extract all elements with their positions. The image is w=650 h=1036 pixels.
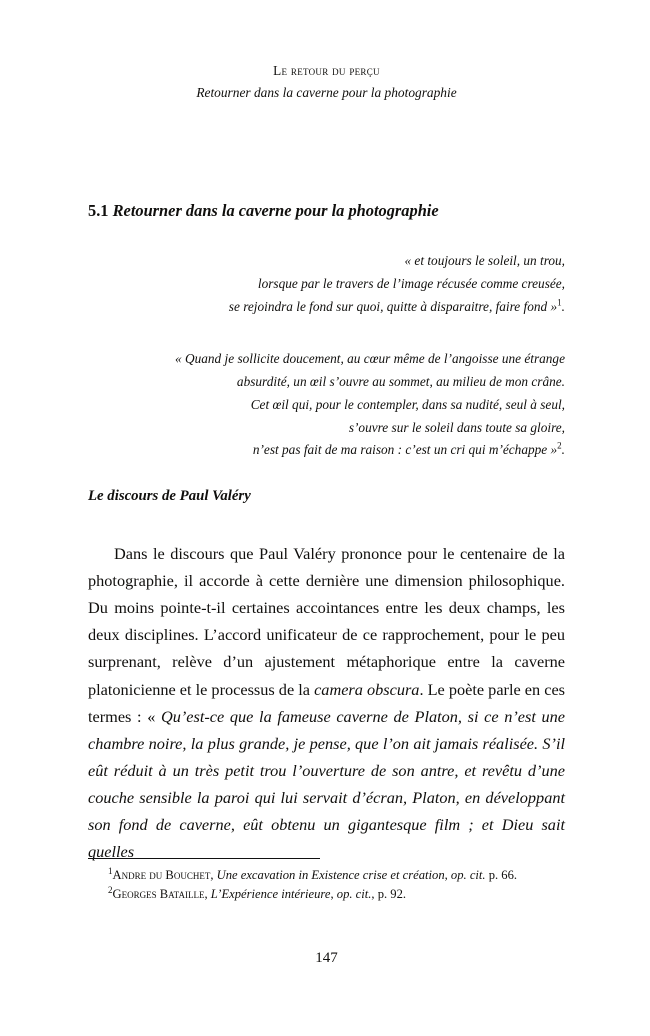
epigraph-1 xyxy=(88,250,565,319)
epigraph-2-line-3: Cet œil qui, pour le contempler, dans sa nudité, seul à seul, xyxy=(250,396,565,412)
footnote-1 xyxy=(88,866,565,885)
footnote-2-title: L’Expérience intérieure xyxy=(210,887,331,902)
footnote-1-sep-1: , xyxy=(210,868,217,882)
epigraph-2-line-5 xyxy=(88,439,565,462)
body-part-1: Dans le discours que Paul Valéry prononce pour le centenaire de la photographie, il accorde à cette dernière une dimension philosophique. Du moins pointe-t-il certaines accointances entre les deux champs, les deux disciplines. L’accord unificateur de ce rapprochement, pour le peu surprenant, relève d’un ajustement métaphorique entre la caverne platonicienne et le processus de la xyxy=(88,544,565,699)
footnote-1-title: Une excavation in Existence crise et création xyxy=(216,868,445,882)
epigraph-2-line-1: « Quand je sollicite doucement, au cœur même de l’angoisse une étrange xyxy=(175,351,565,366)
footnote-1-page: p. 66. xyxy=(485,868,518,882)
epigraph-1-line-3 xyxy=(88,296,565,319)
epigraph-1-line-1: « et toujours le soleil, un trou, xyxy=(404,253,565,268)
epigraph-2-line-4: s’ouvre sur le soleil dans toute sa gloire, xyxy=(348,419,565,435)
subsection-heading: Le discours de Paul Valéry xyxy=(88,488,251,504)
page-number: 147 xyxy=(315,950,338,966)
footnote-ref-1[interactable]: 1 xyxy=(557,297,562,308)
epigraph-1-line-2: lorsque par le travers de l’image récusée comme creusée, xyxy=(257,275,565,291)
footnote-2-page: , p. 92. xyxy=(371,887,407,902)
body-italic-camera-obscura: camera obscura xyxy=(314,679,420,699)
footnote-2-sep-2: , xyxy=(330,887,337,902)
footnote-ref-2[interactable]: 2 xyxy=(557,441,562,452)
footnote-1-sep-2: , xyxy=(444,868,451,882)
epigraph-1-line-3-text: se rejoindra le fond sur quoi, quitte à disparaitre, faire fond » xyxy=(228,298,558,314)
footnote-1-marker: 1 xyxy=(108,865,113,876)
body-paragraph xyxy=(88,540,565,865)
footnote-2-author: Georges Bataille xyxy=(112,887,205,902)
running-head-subtitle: Retourner dans la caverne pour la photographie xyxy=(196,84,457,100)
footnote-1-opcit: op. cit. xyxy=(450,868,486,882)
footnote-1-author: Andre du Bouchet xyxy=(112,868,211,882)
running-head xyxy=(88,62,565,102)
section-title: Retourner dans la caverne pour la photographie xyxy=(112,201,439,220)
epigraph-2 xyxy=(88,348,565,462)
footnote-2-sep-1: , xyxy=(204,887,211,902)
section-heading xyxy=(88,200,565,221)
body-quotation-valery: Qu’est-ce que la fameuse caverne de Platon, si ce n’est une chambre noire, la plus grande, je pense, que l’on ait jamais réalisée. S’il eût réduit à un très petit trou l’ouverture de son antre, et revêtu d’une couche sensible la paroi qui lui servait d’écran, Platon, en développant son fond de caverne, eût obtenu un gigantesque film ; et Dieu sait quelles xyxy=(88,706,565,861)
running-head-title: Le retour du perçu xyxy=(273,63,380,78)
epigraph-1-trailing: . xyxy=(561,298,565,314)
section-number: 5.1 xyxy=(88,201,109,220)
footnote-area xyxy=(88,866,565,904)
footnote-2-marker: 2 xyxy=(108,884,113,895)
body-part-2: . Le poète parle en ces termes : « xyxy=(88,679,566,726)
footnote-2-opcit: op. cit. xyxy=(336,887,372,902)
footnote-2 xyxy=(88,885,565,904)
epigraph-2-trailing: . xyxy=(561,442,565,458)
epigraph-2-line-5-text: n’est pas fait de ma raison : c’est un cri qui m’échappe » xyxy=(252,442,558,458)
footnote-separator-rule xyxy=(88,858,320,859)
epigraph-2-line-2: absurdité, un œil s’ouvre au sommet, au milieu de mon crâne. xyxy=(236,373,565,389)
